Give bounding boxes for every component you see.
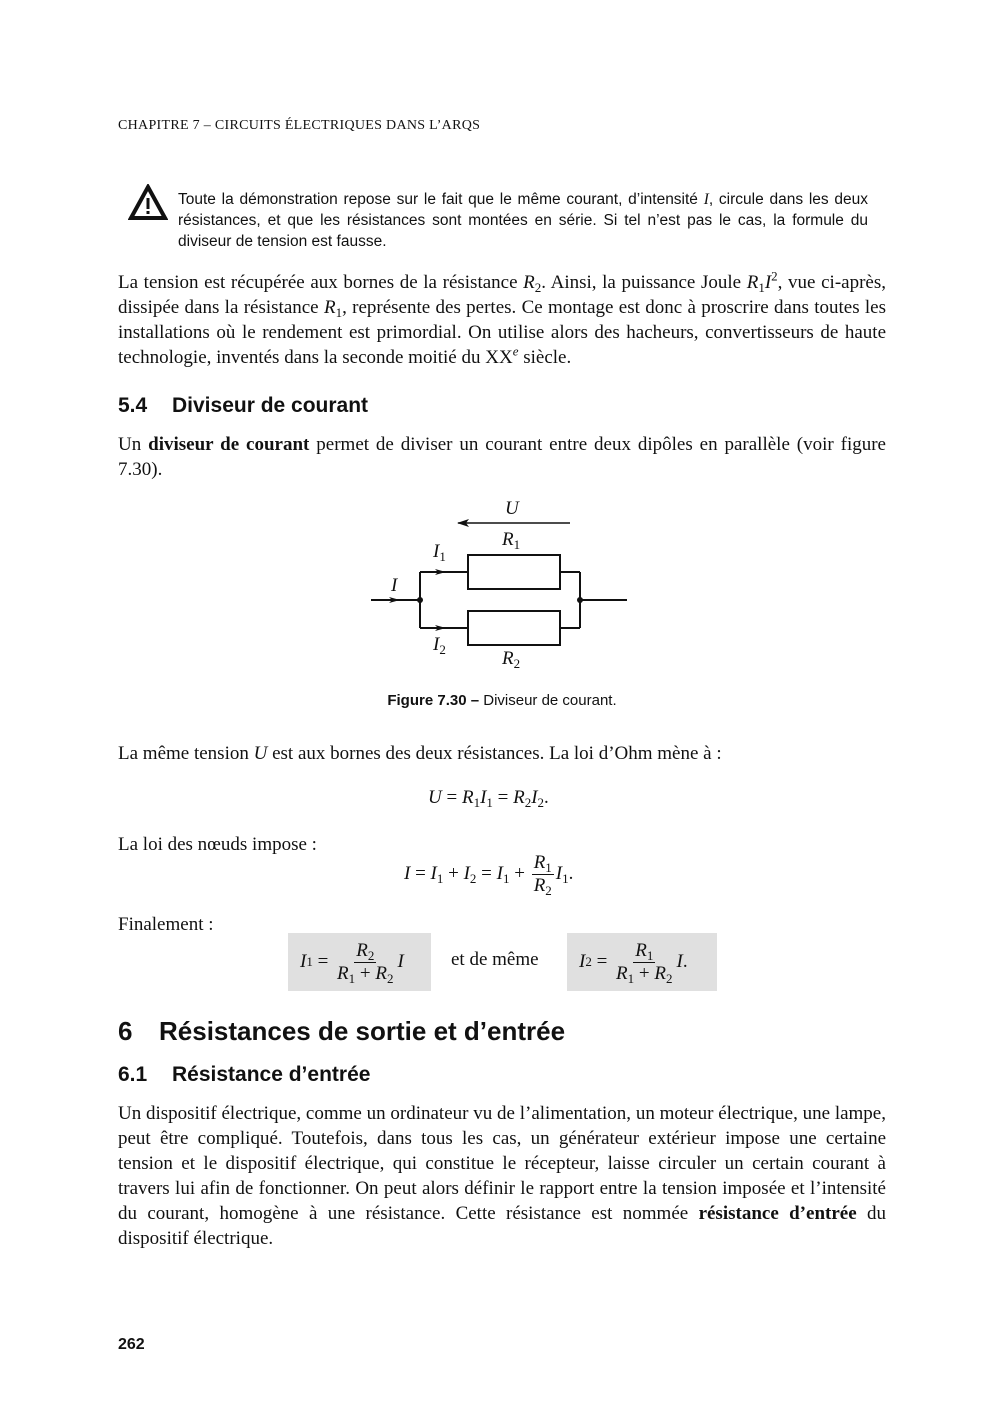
paragraph-tension: La tension est récupérée aux bornes de la résistance $R_2$. Ainsi, la puissance Joule $R_1I^2$, vue ci-après, dissipée dans la résistance $R_1$, représente des pertes. Ce montage est donc à proscrire dans toutes les installations où le rendement est primordial. On utilise alors des hacheurs, convertisseurs de haute technologie, inventés dans la seconde moitié du XXe siècle. [118,268,887,368]
equation-noeuds: $I = I_1 + I_2 = I_1$ + $\frac{R_1}{R_2}$ $I_1$. [404,852,574,898]
node-right [577,597,583,603]
label-r1: $R_1$ [502,529,521,552]
paragraph-finalement: Finalement : [118,914,214,935]
equation-ohm: $U = R_1I_1 = R_2I_2$. [428,787,549,810]
label-i: I [391,575,398,596]
node-left [417,597,423,603]
warning-note: Toute la démonstration repose sur le fait que le même courant, d’intensité I, circule dans les deux résistances, et que les résistances sont montées en série. Si tel n’est pas le cas, la formule du diviseur de tension est fausse. [178,191,868,250]
figure-caption: Figure 7.30 – Diviseur de courant. [387,692,617,709]
label-i1: $I_1$ [433,541,446,564]
page-number: 262 [118,1336,145,1353]
label-u: U [505,498,519,519]
section-heading-6-1: 6.1 Résistance d’entrée [118,1063,371,1086]
text-et-de-meme: et de même [451,949,539,970]
resistor-r1 [468,555,560,589]
paragraph-ohm: La même tension U est aux bornes des deux résistances. La loi d’Ohm mène à : [118,743,722,764]
label-r2: $R_2$ [502,648,521,671]
boxed-equation-i1: I 1 = $\frac{R_2}{R_1 + R_2}$ I [288,933,431,991]
paragraph-noeuds: La loi des nœuds impose : [118,834,317,855]
current-divider-circuit [0,0,1004,700]
boxed-equation-i2: I 2 = $\frac{R_1}{R_1 + R_2}$ I . [567,933,717,991]
section-heading-5-4: 5.4 Diviseur de courant [118,394,369,417]
running-header: CHAPITRE 7 – CIRCUITS ÉLECTRIQUES DANS L’ARQS [118,118,481,133]
label-i2: $I_2$ [433,634,446,657]
paragraph-diviseur: Un diviseur de courant permet de diviser un courant entre deux dipôles en parallèle (voir figure 7.30). [118,434,886,480]
paragraph-resistance-entree: Un dispositif électrique, comme un ordinateur vu de l’alimentation, un moteur électrique, une lampe, peut être compliqué. Toutefois, dans tous les cas, un générateur extérieur impose une certaine tension et le dispositif électrique, qui constitue le récepteur, laisse circuler un certain courant à travers lui afin de fonctionner. On peut alors définir le rapport entre la tension imposée et l’intensité du courant, homogène à une résistance. Cette résistance est nommée résistance d’entrée du dispositif électrique. [118,1103,887,1249]
circuit-wires [371,572,627,628]
resistor-r2 [468,611,560,645]
section-heading-6: 6 Résistances de sortie et d’entrée [118,1016,566,1046]
